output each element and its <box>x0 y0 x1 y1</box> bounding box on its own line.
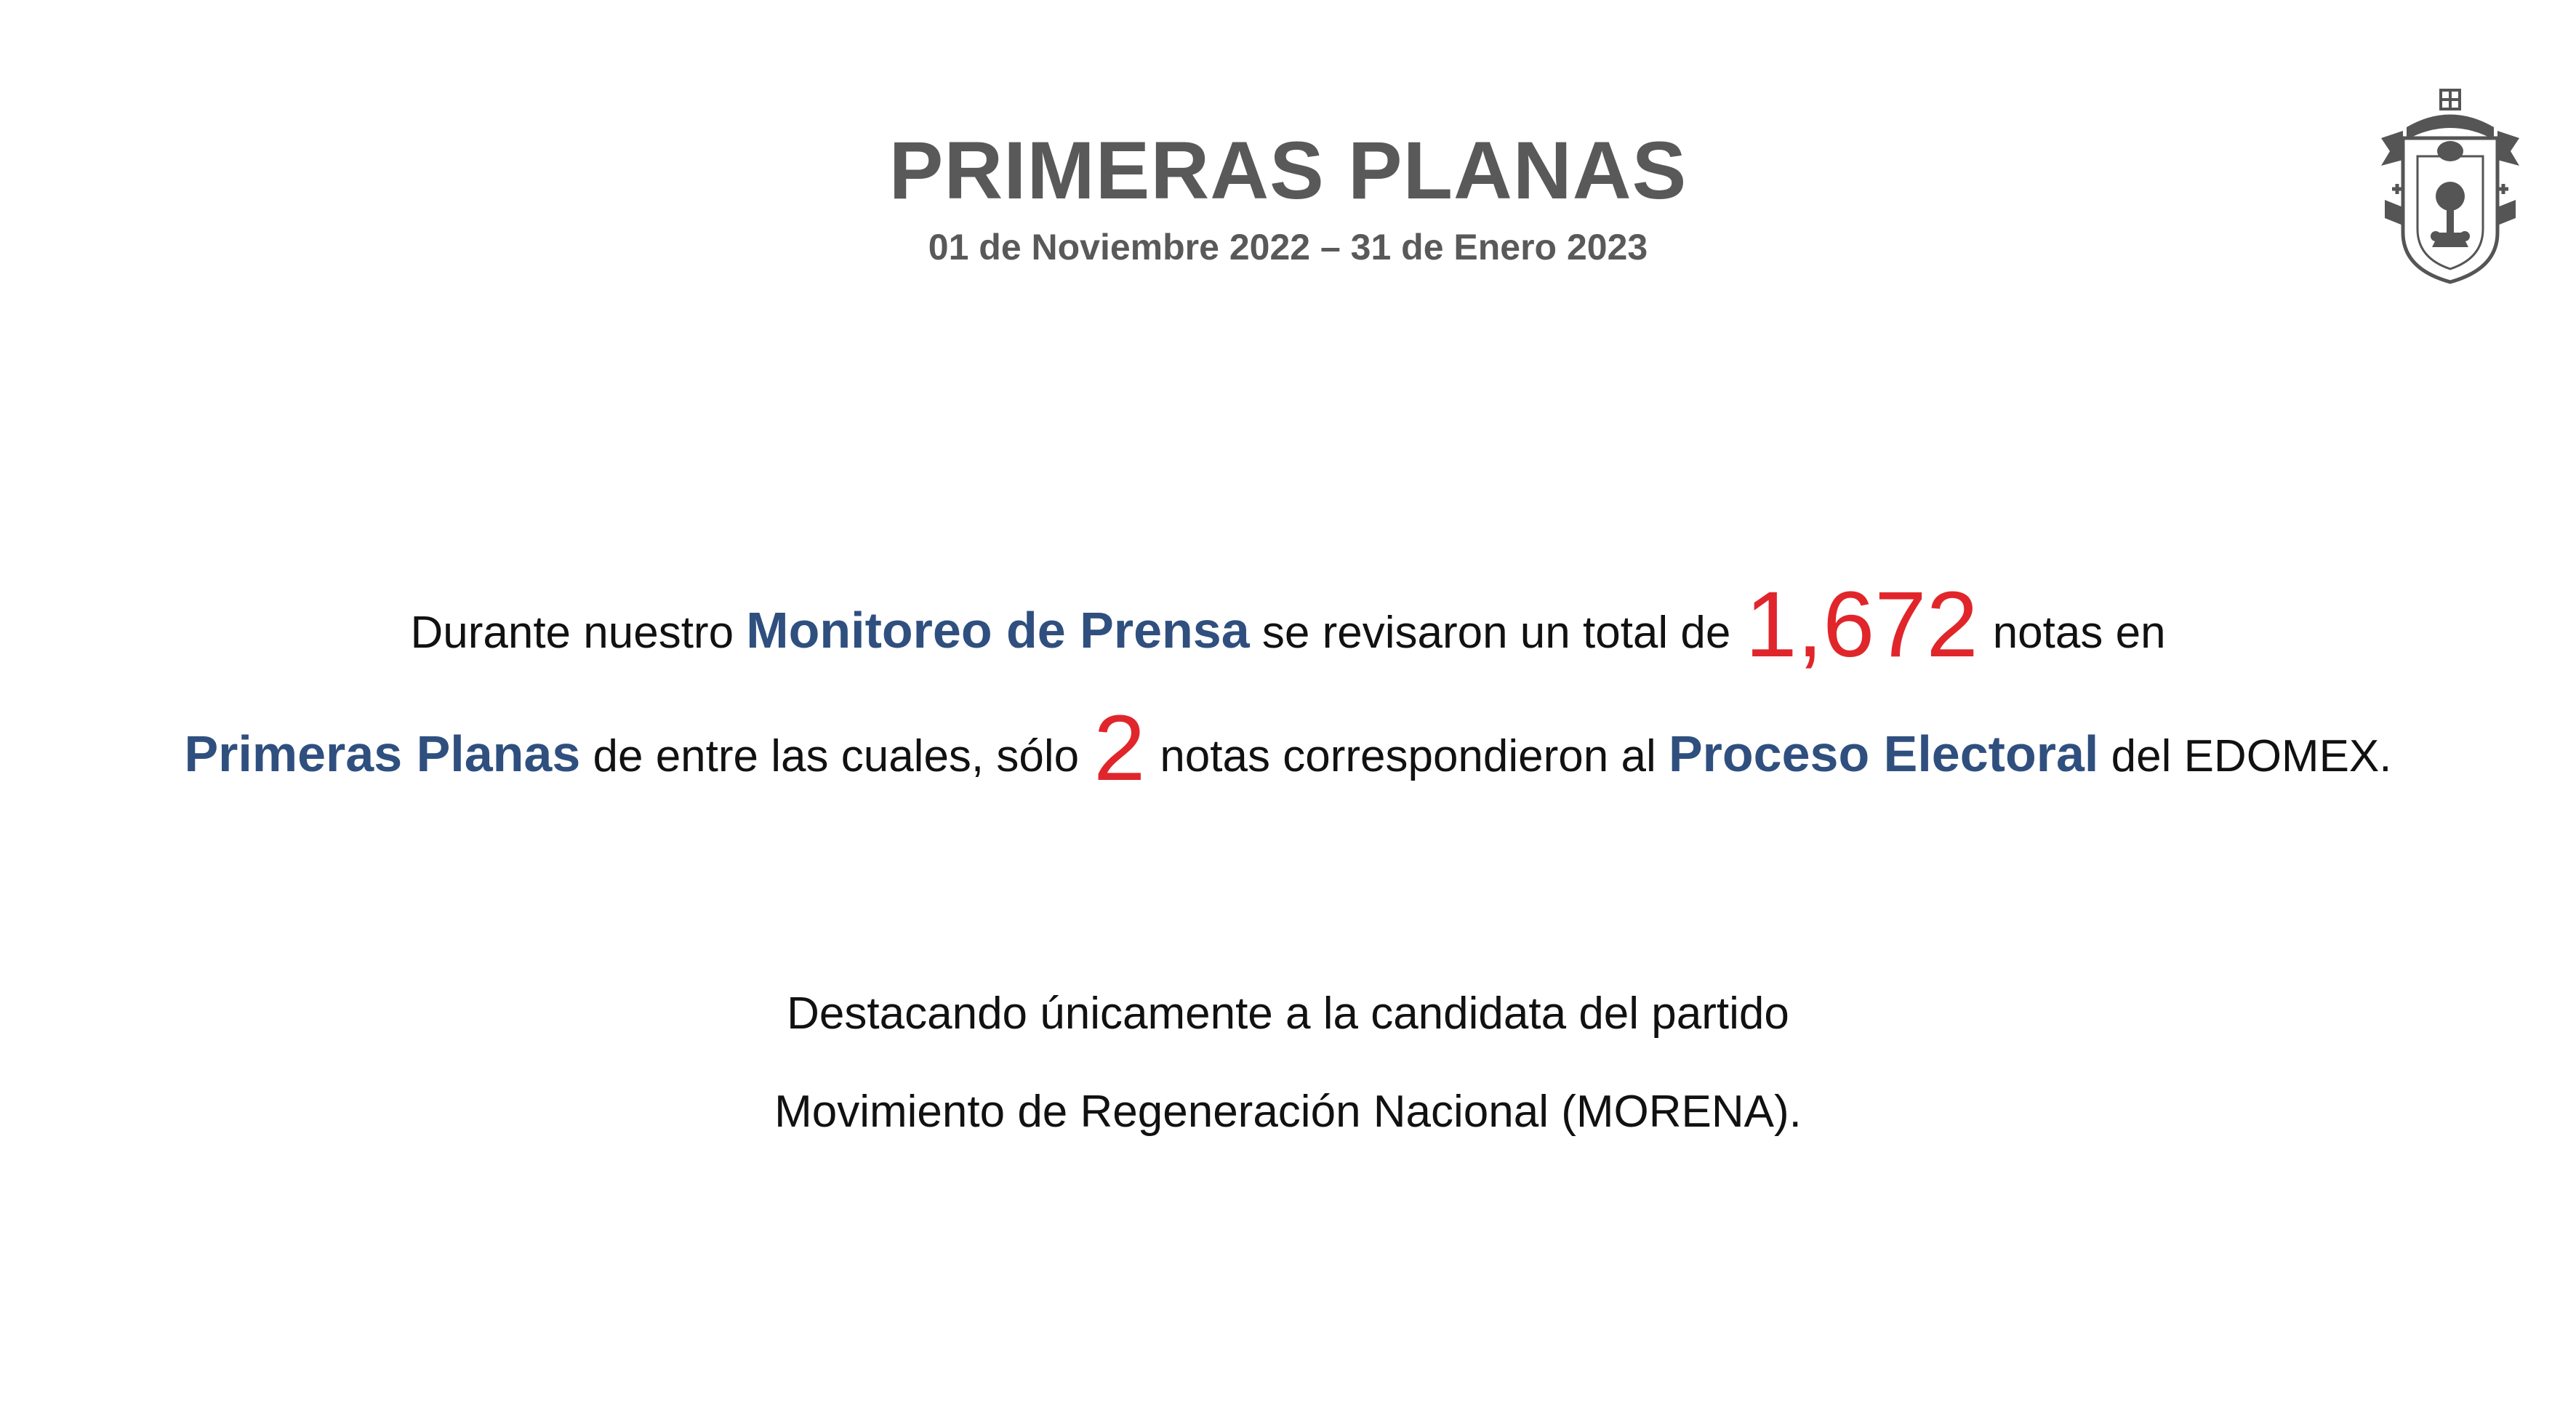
summary-text: del EDOMEX. <box>2111 731 2392 781</box>
page-title: PRIMERAS PLANAS <box>888 125 1688 216</box>
closing-line-2: Movimiento de Regeneración Nacional (MORENA). <box>774 1087 1802 1137</box>
summary-text: de entre las cuales, sólo <box>593 731 1080 781</box>
summary-text: Durante nuestro <box>410 608 734 658</box>
total-notas-number: 1,672 <box>1745 573 1978 677</box>
summary-text: notas correspondieron al <box>1160 731 1656 781</box>
closing-line-1: Destacando únicamente a la candidata del partido <box>787 989 1789 1039</box>
university-shield-logo-icon <box>2374 87 2527 287</box>
highlight-primeras-planas: Primeras Planas <box>184 725 581 782</box>
highlight-monitoreo: Monitoreo de Prensa <box>746 602 1250 659</box>
summary-line-2 <box>0 698 2576 808</box>
date-range-subtitle: 01 de Noviembre 2022 – 31 de Enero 2023 <box>928 227 1648 267</box>
summary-line-1 <box>0 574 2576 684</box>
summary-text: se revisaron un total de <box>1261 608 1731 658</box>
summary-text: notas en <box>1992 608 2166 658</box>
electoral-notas-number: 2 <box>1094 696 1146 800</box>
highlight-proceso-electoral: Proceso Electoral <box>1668 725 2099 782</box>
